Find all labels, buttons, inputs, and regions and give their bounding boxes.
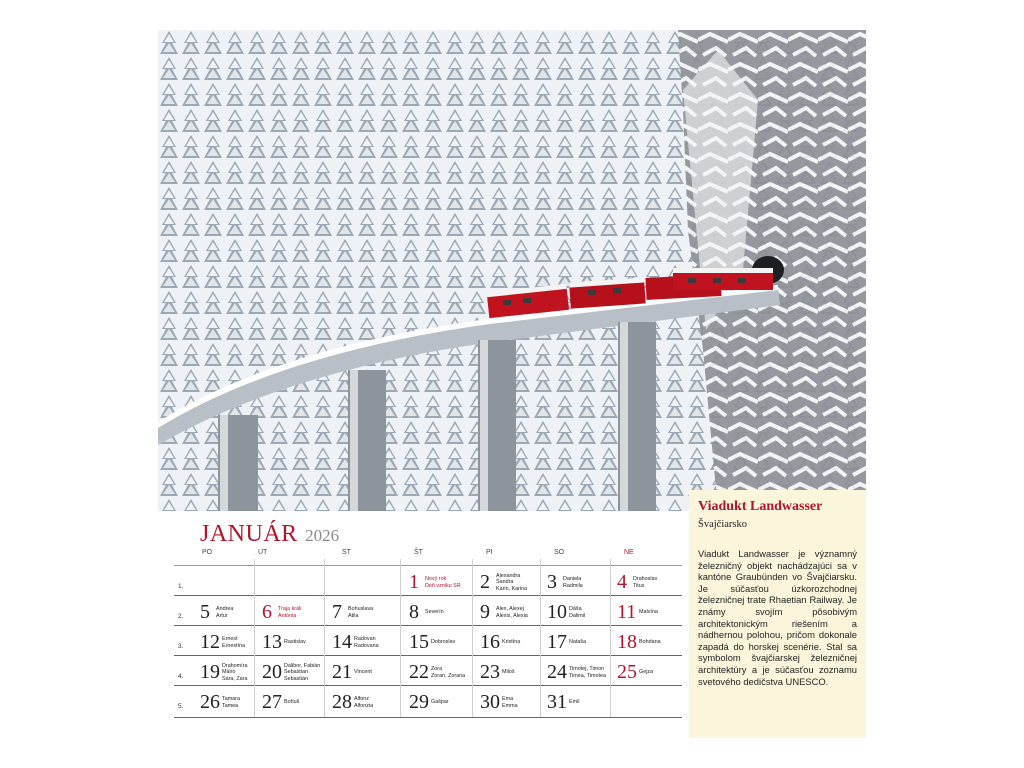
- row-divider: [174, 565, 682, 566]
- name-day: Dáša: [569, 606, 582, 613]
- name-day: Dalimil: [569, 612, 586, 619]
- name-day: Vincent: [354, 669, 372, 676]
- name-days: [284, 689, 328, 716]
- name-day: Emma: [502, 702, 518, 709]
- column-divider: [400, 559, 401, 717]
- name-days: [431, 659, 475, 686]
- name-days: [639, 599, 683, 626]
- week-number: 1.: [178, 583, 184, 590]
- landscape-photo-illustration: [158, 30, 866, 511]
- name-day: Alfonz: [354, 696, 369, 703]
- name-days: [216, 599, 260, 626]
- name-days: [222, 659, 266, 686]
- name-day: Andrea: [216, 606, 234, 613]
- day-number: 12: [200, 631, 220, 653]
- name-day: Gejza: [639, 669, 654, 676]
- day-number: 11: [617, 601, 637, 623]
- name-day: Dobroslav: [431, 639, 456, 646]
- name-days: [354, 689, 398, 716]
- name-days: [639, 629, 683, 656]
- day-header-1: PO: [202, 549, 213, 556]
- day-number: 3: [547, 571, 557, 593]
- name-day: Dalibor, Fabián: [284, 662, 321, 669]
- name-day: Tamara: [222, 696, 240, 703]
- name-days: [425, 599, 469, 626]
- name-day: Timea, Timotea: [569, 672, 606, 679]
- day-number: 17: [547, 631, 567, 653]
- name-days: [284, 659, 328, 686]
- day-number: 28: [332, 691, 352, 713]
- name-days: [633, 569, 677, 596]
- name-days: [222, 689, 266, 716]
- week-number: 2.: [178, 613, 184, 620]
- name-day: Drahomíra: [222, 662, 248, 669]
- name-day: Alfonzia: [354, 702, 374, 709]
- name-day: Bohuslava: [348, 606, 374, 613]
- day-number: 24: [547, 661, 567, 683]
- day-number: 27: [262, 691, 282, 713]
- day-number: 1: [409, 571, 419, 593]
- name-days: [502, 629, 546, 656]
- day-number: 29: [409, 691, 429, 713]
- name-day: Sebastian: [284, 669, 308, 676]
- name-days: [569, 599, 613, 626]
- month-header: [200, 521, 339, 551]
- day-number: 20: [262, 661, 282, 683]
- name-day: Ema: [502, 696, 514, 703]
- day-number: 16: [480, 631, 500, 653]
- week-number: 5.: [178, 703, 184, 710]
- day-number: 22: [409, 661, 429, 683]
- name-day: Malvína: [639, 609, 658, 616]
- info-subtitle: Švajčiarsko: [698, 519, 747, 530]
- day-number: 15: [409, 631, 429, 653]
- name-days: [354, 629, 398, 656]
- name-day: Ernestína: [222, 642, 246, 649]
- name-day: Sára, Zara: [222, 675, 248, 682]
- day-number: 4: [617, 571, 627, 593]
- day-number: 31: [547, 691, 567, 713]
- day-header-2: UT: [258, 549, 268, 556]
- name-day: Alexandra: [496, 572, 521, 579]
- name-days: [639, 659, 683, 686]
- name-day: Titus: [633, 582, 645, 589]
- day-header-3: ST: [342, 549, 351, 556]
- name-days: [222, 629, 266, 656]
- day-number: 21: [332, 661, 352, 683]
- name-days: [348, 599, 392, 626]
- name-day: Daniela: [563, 576, 582, 583]
- day-number: 7: [332, 601, 342, 623]
- day-number: 2: [480, 571, 490, 593]
- name-days: [284, 629, 328, 656]
- name-days: [569, 629, 613, 656]
- name-day: Rastislav: [284, 639, 306, 646]
- day-number: 25: [617, 661, 637, 683]
- day-number: 5: [200, 601, 210, 623]
- name-days: [496, 569, 540, 596]
- name-days: [496, 599, 540, 626]
- day-number: 9: [480, 601, 490, 623]
- day-number: 14: [332, 631, 352, 653]
- name-days: [431, 689, 475, 716]
- name-day: Zoran, Zorana: [431, 672, 466, 679]
- name-day: Alex, Alexej: [496, 606, 524, 613]
- name-day: Atila: [348, 612, 359, 619]
- day-number: 18: [617, 631, 637, 653]
- name-day: Miloš: [502, 669, 515, 676]
- name-day: Karin, Karina: [496, 585, 528, 592]
- name-day: Tamea: [222, 702, 239, 709]
- name-days: [502, 659, 546, 686]
- day-header-5: PI: [486, 549, 493, 556]
- name-days: [569, 689, 613, 716]
- day-header-6: SO: [554, 549, 565, 556]
- name-day: Antónia: [278, 612, 297, 619]
- name-day: Traja králi: [278, 606, 302, 613]
- day-number: 19: [200, 661, 220, 683]
- name-day: Sandra: [496, 579, 514, 586]
- day-number: 8: [409, 601, 419, 623]
- day-header-4: ŠT: [414, 549, 423, 556]
- name-day: Mário: [222, 669, 236, 676]
- name-days: [278, 599, 322, 626]
- name-days: [425, 569, 469, 596]
- month-name: JANUÁR: [200, 521, 298, 547]
- name-day: Severín: [425, 609, 444, 616]
- name-day: Emil: [569, 699, 580, 706]
- name-days: [563, 569, 607, 596]
- info-body: Viadukt Landwasser je významný železničný objekt nachádzajúci sa v kantóne Graubünden vo Švajčiarsku. Je súčasťou úzkorozchodnej železničnej trate Rhaetian Railway. Je známy svojím pôsobivým architektonickým riešením a nádhernou polohou, pričom dokonale zapadá do horskej scenérie. Stal sa symbolom švajčiarskej železničnej architektúry a je súčasťou zoznamu svetového dedičstva UNESCO.: [698, 548, 857, 687]
- day-number: 23: [480, 661, 500, 683]
- row-divider: [174, 717, 682, 718]
- day-header-7: NE: [624, 549, 634, 556]
- day-number: 30: [480, 691, 500, 713]
- name-day: Ernest: [222, 636, 238, 643]
- day-number: 13: [262, 631, 282, 653]
- name-days: [502, 689, 546, 716]
- name-days: [354, 659, 398, 686]
- day-number: 6: [262, 601, 272, 623]
- day-number: 26: [200, 691, 220, 713]
- name-day: Alexis, Alexia: [496, 612, 528, 619]
- name-day: Nataša: [569, 639, 587, 646]
- name-day: Radovan: [354, 636, 376, 643]
- name-day: Bohdana: [639, 639, 661, 646]
- name-day: Kristína: [502, 639, 521, 646]
- name-day: Gašpar: [431, 699, 449, 706]
- day-number: 10: [547, 601, 567, 623]
- name-day: Timotej, Timon: [569, 666, 605, 673]
- name-day: Radovana: [354, 642, 379, 649]
- week-number: 3.: [178, 643, 184, 650]
- month-year: 2026: [305, 526, 340, 545]
- info-box: [689, 490, 866, 738]
- name-day: Radmila: [563, 582, 583, 589]
- name-day: Drahoslav: [633, 576, 658, 583]
- name-day: Deň vzniku SR: [425, 582, 461, 589]
- viaduct-photo: [158, 30, 866, 511]
- name-day: Bohuš: [284, 699, 300, 706]
- name-days: [569, 659, 613, 686]
- name-days: [431, 629, 475, 656]
- name-day: Zora: [431, 666, 443, 673]
- name-day: Artur: [216, 612, 228, 619]
- name-day: Nový rok: [425, 576, 447, 583]
- name-day: Sebastián: [284, 675, 308, 682]
- week-number: 4.: [178, 673, 184, 680]
- info-title: Viadukt Landwasser: [698, 499, 823, 514]
